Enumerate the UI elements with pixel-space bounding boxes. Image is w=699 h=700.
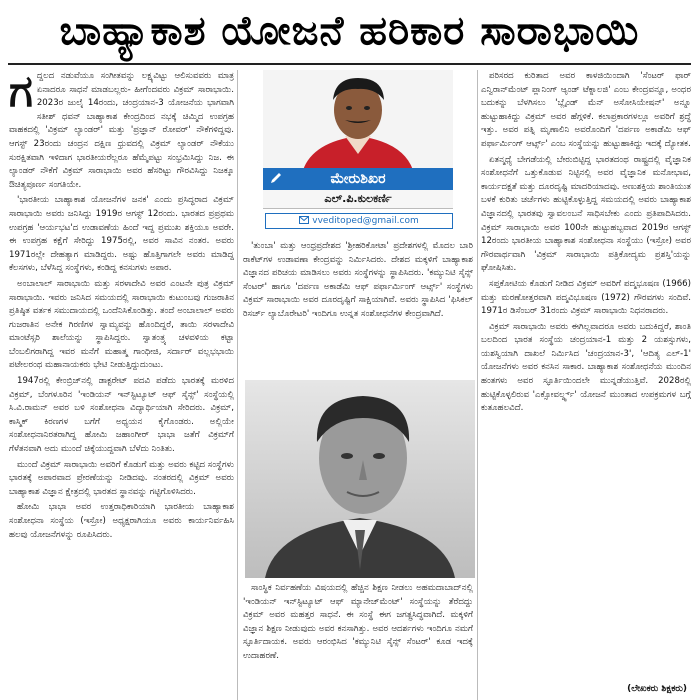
col1-paragraph-1: ಗದ್ದಲದ ನಡುವೆಯೂ ಸಂಗೀತವನ್ನು ಲಕ್ಷ್ಯವಿಟ್ಟು ಆಲಿಸುವವರು ಮಾತ್ರ ಏನಾದರೂ ಸಾಧನೆ ಮಾಡಬಲ್ಲರು- ಹೀಗೆಂದವರು ವಿಕ್ರಮ್ ಸಾರಾಭಾಯಿ. 2023ರ ಜುಲೈ 14ರಂದು, ಚಂದ್ರಯಾನ-3 ಯೋಜನೆಯ ಭಾಗವಾಗಿ ಸತೀಶ್ ಧವನ್ ಬಾಹ್ಯಾಕಾಶ ಕೇಂದ್ರದಿಂದ ನಭಕ್ಕೆ ಚಿಮ್ಮಿದ ಉಪಗ್ರಹ ವಾಹಕದಲ್ಲಿ 'ವಿಕ್ರಮ್ ಲ್ಯಾಂಡರ್' ಮತ್ತು 'ಪ್ರಜ್ಞಾನ್ ರೋವರ್' ನೌಕೆಗಳಿದ್ದವು. ಆಗಸ್ಟ್ 23ರಂದು ಚಂದ್ರನ ದಕ್ಷಿಣ ಧ್ರುವದಲ್ಲಿ ವಿಕ್ರಮ್ ಲ್ಯಾಂಡರ್ ನೌಕೆಯು ಸುರಕ್ಷಿತವಾಗಿ ಇಳಿದಾಗ ಭಾರತೀಯರೆಲ್ಲರೂ ಹೆಮ್ಮೆಪಟ್ಟು ಸಂಭ್ರಮಿಸಿದ್ದು ನಿಜ. ಈ ಲ್ಯಾಂಡರ್ ನೌಕೆಗೆ ವಿಕ್ರಮ್ ಸಾರಾಭಾಯಿ ಅವರ ಹೆಸರಿಟ್ಟು ಗೌರವಿಸಿದ್ದು ನಿಜಕ್ಕೂ ಔಚಿತ್ಯಪೂರ್ಣ ಸಂಗತಿಯೇ. (9, 70, 234, 190)
column-divider-left (237, 70, 238, 700)
author-signoff: (ಲೇಖಕರು ಶಿಕ್ಷಕರು) (627, 684, 687, 694)
article-column-3 (481, 70, 691, 658)
headline-rule (8, 63, 691, 65)
author-portrait (263, 70, 453, 170)
article-headline: ಬಾಹ್ಯಾಕಾಶ ಯೋಜನೆ ಹರಿಕಾರ ಸಾರಾಭಾಯಿ (59, 8, 640, 54)
col1-paragraph-3: ಅಂಬಾಲಾಲ್ ಸಾರಾಭಾಯಿ ಮತ್ತು ಸರಳಾದೇವಿ ಅವರ ಎಂಟನೇ ಪುತ್ರ ವಿಕ್ರಮ್ ಸಾರಾಭಾಯಿ. ಇವರು ಜನಿಸಿದ ಸಮಯದಲ್ಲಿ ಸಾರಾಭಾಯಿ ಕುಟುಂಬವು ಗುಜರಾತಿನ ಪ್ರತಿಷ್ಠಿತ ವರ್ತಕ ಸಮುದಾಯದಲ್ಲಿ ಒಂದೆನಿಸಿಕೊಂಡಿತ್ತು. ತಂದೆ ಅಂಬಾಲಾಲ್ ಅವರು ಗುಜರಾತಿನ ಅನೇಕ ಗಿರಣಿಗಳ ಸ್ವಾಮ್ಯವನ್ನು ಹೊಂದಿದ್ದರೆ, ತಾಯಿ ಸರಳಾದೇವಿ ಮಾಂಟೆಸ್ಸರಿ ಶಾಲೆಯನ್ನು ಸ್ಥಾಪಿಸಿದ್ದರು. ಸ್ವಾತಂತ್ರ್ಯ ಚಳವಳಿಯ ಕಟ್ಟಾ ಬೆಂಬಲಿಗರಾಗಿದ್ದ ಇವರ ಮನೆಗೆ ಮಹಾತ್ಮ ಗಾಂಧೀಜಿ, ಸರ್ದಾರ್ ವಲ್ಲಭಭಾಯಿ ಪಟೇಲರಂಥ ಮಹಾನಾಯಕರು ಭೇಟಿ ನೀಡುತ್ತಿದ್ದುದುಂಟು. (9, 278, 234, 371)
columnist-box (243, 70, 473, 250)
col2-paragraph-2: ಸಾಂಸ್ಥಿಕ ನಿರ್ವಹಣೆಯ ವಿಷಯದಲ್ಲಿ ಹೆಚ್ಚಿನ ಶಿಕ್ಷಣ ನೀಡಲು ಅಹಮದಾಬಾದ್‌ನಲ್ಲಿ 'ಇಂಡಿಯನ್ ಇನ್‌ಸ್ಟಿಟ್ಯೂಟ್ ಆಫ್ ಮ್ಯಾನೇಜ್‌ಮೆಂಟ್' ಸಂಸ್ಥೆಯನ್ನು ತೆರೆದದ್ದು ವಿಕ್ರಮ್ ಅವರ ಮಹತ್ತರ ಸಾಧನೆ. ಈ ಸಂಸ್ಥೆ ಈಗ ಜಗತ್ಪ್ರಸಿದ್ಧವಾಗಿದೆ. ಮಕ್ಕಳಿಗೆ ವಿಜ್ಞಾನ ಶಿಕ್ಷಣ ನೀಡುವುದು ಅವರ ಕನಸಾಗಿತ್ತು. ಅವರ ಆದರ್ಶಗಳು ಇಂದಿಗೂ ನಮಗೆ ಸ್ಫೂರ್ತಿದಾಯಕ. ಅವರು ಆರಂಭಿಸಿದ 'ಕಮ್ಯುನಿಟಿ ಸೈನ್ಸ್ ಸೆಂಟರ್' ಕೂಡ ಇದಕ್ಕೆ ಉದಾಹರಣೆ. (243, 583, 473, 661)
col3-paragraph-4: ವಿಕ್ರಮ್ ಸಾರಾಭಾಯಿ ಅವರು ಈಗಿಲ್ಲವಾದರೂ ಅವರು ಬದುಕಿದ್ದರೆ, ಶಾಂತಿ ಬಲದಿಂದ ಭಾರತ ಸಂಸ್ಥೆಯ ಚಂದ್ರಯಾನ-1 ಮತ್ತು 2 ಯಶಸ್ಸುಗಳು, ಯಶಸ್ವಿಯಾಗಿ ದಾಖಲೆ ನಿರ್ಮಿಸಿದ 'ಚಂದ್ರಯಾನ-3', 'ಆದಿತ್ಯ ಎಲ್-1' ಯೋಜನೆಗಳು ಅವರ ಕನಸಿನ ಸಾಕಾರ. ಬಾಹ್ಯಾಕಾಶ ಸಂಶೋಧನೆಯ ಮುಂದಿನ ಹಂತಗಳು ಅವರ ಸ್ಫೂರ್ತಿಯಿಂದಲೇ ಮುನ್ನಡೆಯುತ್ತಿವೆ. 2028ರಲ್ಲಿ ಹುಟ್ಟಿಕೊಳ್ಳಲಿರುವ 'ಎಕ್ಸೋವರ್ಲ್ಡ್ಸ್' ಯೋಜನೆ ಮುಂತಾದ ಉಪಕ್ರಮಗಳ ಬಗ್ಗೆ ಕುತೂಹಲವಿದೆ. (481, 321, 691, 414)
col3-paragraph-2: ಏತನ್ಮಧ್ಯೆ ಬೇಗಡೆಯಲ್ಲಿ ಬೇರುಬಿಟ್ಟಿದ್ದ ಭಾರತದಂಥ ರಾಷ್ಟ್ರದಲ್ಲಿ ವೈಜ್ಞಾನಿಕ ಸಂಶೋಧನೆಗೆ ಒತ್ತುಕೊಡುವ ನಿಟ್ಟಿನಲ್ಲಿ ಅವರ ವೈಜ್ಞಾನಿಕ ಮನೋಭಾವ, ಕಾರ್ಯದಕ್ಷತೆ ಮತ್ತು ದೂರದೃಷ್ಟಿ ಮಾದರಿಯಾದವು. ಅಣುಶಕ್ತಿಯ ಶಾಂತಿಯುತ ಬಳಕೆ ಕುರಿತು ಚರ್ಚೆಗಳು ಹುಟ್ಟಿಕೊಳ್ಳುತ್ತಿದ್ದ ಸಮಯದಲ್ಲಿ ಅವರು ಬಾಹ್ಯಾಕಾಶ ವಿಜ್ಞಾನದಲ್ಲಿ ಭಾರತವು ಸ್ವಾವಲಂಬನೆ ಸಾಧಿಸಬೇಕು ಎಂದು ಪ್ರತಿಪಾದಿಸಿದರು. ವಿಕ್ರಮ್ ಸಾರಾಭಾಯಿ ಅವರ 100ನೇ ಹುಟ್ಟುಹಬ್ಬವಾದ 2019ರ ಆಗಸ್ಟ್ 12ರಂದು ಭಾರತೀಯ ಬಾಹ್ಯಾಕಾಶ ಸಂಶೋಧನಾ ಸಂಸ್ಥೆಯು (ಇಸ್ರೋ) ಅವರ ಗೌರವಾರ್ಥವಾಗಿ 'ವಿಕ್ರಮ್ ಸಾರಾಭಾಯಿ ಪತ್ರಿಕೋದ್ಯಮ ಪ್ರಶಸ್ತಿ'ಯನ್ನು ಘೋಷಿಸಿತು. (481, 154, 691, 274)
col1-paragraph-4: 1947ರಲ್ಲಿ ಕೇಂಬ್ರಿಜ್‌ನಲ್ಲಿ ಡಾಕ್ಟರೇಟ್ ಪದವಿ ಪಡೆದು ಭಾರತಕ್ಕೆ ಮರಳಿದ ವಿಕ್ರಮ್, ಬೆಂಗಳೂರಿನ 'ಇಂಡಿಯನ್ ಇನ್‌ಸ್ಟಿಟ್ಯೂಟ್ ಆಫ್ ಸೈನ್ಸ್' ಸಂಸ್ಥೆಯಲ್ಲಿ ಸಿ.ವಿ.ರಾಮನ್ ಅವರ ಬಳಿ ಸಂಶೋಧನಾ ವಿದ್ಯಾರ್ಥಿಯಾಗಿ ಸೇರಿದರು. ವಿಕ್ರಮ್, ಕಾಸ್ಮಿಕ್ ಕಿರಣಗಳ ಬಗೆಗೆ ಅಧ್ಯಯನ ಕೈಗೊಂಡರು. ಅಲ್ಲಿಯೇ ಸಂಶೋಧನಾನಿರತರಾಗಿದ್ದ ಹೋಮಿ ಜಹಾಂಗೀರ್ ಭಾಭಾ ಜತೆಗೆ ವಿಕ್ರಮ್‌ಗೆ ಗೆಳೆತನವಾಗಿ ಅದು ಮುಂದೆ ಚಿಕ್ಕೆಯುದ್ದವಾಗಿ ಬೆಳೆದು ನಿಂತಿತು. (9, 376, 234, 455)
author-email-text: vveditoped@gmail.com (312, 216, 419, 226)
column-divider-right (477, 70, 478, 700)
article-column-2-upper (243, 240, 473, 380)
column-banner-title: ಮೇರುಶಿಖರ (330, 171, 386, 187)
col3-paragraph-1: ಪರಿಸರದ ಕುರಿತಾದ ಅವರ ಕಾಳಜಿಯಿಂದಾಗಿ 'ಸೆಂಟರ್ ಫಾರ್ ಎನ್ವಿರಾನ್‌ಮೆಂಟ್ ಪ್ಲಾನಿಂಗ್ ಆ್ಯಂಡ್ ಟೆಕ್ನಾಲಜಿ' ಎಂಬ ಕೇಂದ್ರವನ್ನೂ, ಅಂಧರ ಬದುಕನ್ನು ಬೆಳಗಿಸಲು 'ಬ್ಲೈಂಡ್ ಮೆನ್ ಅಸೋಸಿಯೇಷನ್' ಅನ್ನೂ ಹುಟ್ಟುಹಾಕಿದ್ದು ವಿಕ್ರಮ್ ಅವರ ಹೆಗ್ಗಳಿಕೆ. ಕಲಾಪ್ರಕಾರಗಳಲ್ಲೂ ಅವರಿಗೆ ಶ್ರದ್ಧೆ ಇತ್ತು. ಅವರ ಪತ್ನಿ ಮೃಣಾಲಿನಿ ಅವರೊಂದಿಗೆ 'ದರ್ಪಣ ಅಕಾಡೆಮಿ ಆಫ್ ಪರ್ಫಾರ್ಮಿಂಗ್ ಆರ್ಟ್ಸ್' ಎಂಬ ಸಂಸ್ಥೆಯನ್ನು ಹುಟ್ಟುಹಾಕಿದ್ದು ಇದಕ್ಕೆ ದ್ಯೋತಕ. (481, 71, 691, 149)
mail-icon (299, 216, 309, 227)
subject-photo-image (245, 380, 475, 578)
col2-paragraph-1: 'ತುಂಬಾ' ಮತ್ತು ಆಂಧ್ರಪ್ರದೇಶದ 'ಶ್ರೀಹರಿಕೋಟಾ' ಪ್ರದೇಶಗಳಲ್ಲಿ ಮೊದಲ ಬಾರಿ ರಾಕೆಟ್‌ಗಳ ಉಡಾವಣಾ ಕೇಂದ್ರವನ್ನು ನಿರ್ಮಿಸಿದರು. ದೇಶದ ಮಕ್ಕಳಿಗೆ ಬಾಹ್ಯಾಕಾಶ ವಿಜ್ಞಾನದ ಪರಿಚಯ ಮಾಡಿಸಲು ಅವರು ಸಂಸ್ಥೆಗಳನ್ನು ಸ್ಥಾಪಿಸಿದರು. 'ಕಮ್ಯುನಿಟಿ ಸೈನ್ಸ್ ಸೆಂಟರ್' ಹಾಗೂ 'ದರ್ಪಣ ಅಕಾಡೆಮಿ ಆಫ್ ಪರ್ಫಾರ್ಮಿಂಗ್ ಆರ್ಟ್ಸ್' ಸಂಸ್ಥೆಗಳು ವಿಕ್ರಮ್ ಸಾರಾಭಾಯಿ ಅವರ ದೂರದೃಷ್ಟಿಗೆ ಸಾಕ್ಷಿಯಾಗಿವೆ. ಅವರು ಸ್ಥಾಪಿಸಿದ 'ಫಿಸಿಕಲ್ ರಿಸರ್ಚ್ ಲ್ಯಾಬೊರೇಟರಿ' ಇಂದಿಗೂ ಉನ್ನತ ಸಂಶೋಧನೆಗಳ ಕೇಂದ್ರವಾಗಿದೆ. (243, 241, 473, 319)
col1-paragraph-5: ಮುಂದೆ ವಿಕ್ರಮ್ ಸಾರಾಭಾಯಿ ಅವರಿಗೆ ಕೊಡುಗೆ ಮತ್ತು ಅವರು ಕಟ್ಟಿದ ಸಂಸ್ಥೆಗಳು ಭಾರತಕ್ಕೆ ಅಪಾರವಾದ ಪ್ರೇರಣೆಯನ್ನು ನೀಡಿದವು. ನಂತರದಲ್ಲಿ ವಿಕ್ರಮ್ ಅವರು ಬಾಹ್ಯಾಕಾಶ ವಿಜ್ಞಾನ ಕ್ಷೇತ್ರದಲ್ಲಿ ಭಾರತದ ಸ್ಥಾನವನ್ನು ಗಟ್ಟಿಗೊಳಿಸಿದರು. (9, 459, 234, 497)
author-byline: ಎಲ್.ಪಿ.ಕುಲಕರ್ಣಿ (263, 190, 453, 209)
col3-paragraph-3: ಸಪ್ತಕೋಟಿಯ ಕೊಡುಗೆ ನೀಡಿದ ವಿಕ್ರಮ್ ಅವರಿಗೆ ಪದ್ಮಭೂಷಣ (1966) ಮತ್ತು ಮರಣೋತ್ತರವಾಗಿ ಪದ್ಮವಿಭೂಷಣ (1972) ಗೌರವಗಳು ಸಂದಿವೆ. 1971ರ ಡಿಸೆಂಬರ್ 31ರಂದು ವಿಕ್ರಮ್ ಸಾರಾಭಾಯಿ ನಿಧನರಾದರು. (481, 278, 691, 317)
col1-paragraph-2: 'ಭಾರತೀಯ ಬಾಹ್ಯಾಕಾಶ ಯೋಜನೆಗಳ ಜನಕ' ಎಂದು ಪ್ರಸಿದ್ಧರಾದ ವಿಕ್ರಮ್ ಸಾರಾಭಾಯಿ ಅವರು ಜನಿಸಿದ್ದು 1919ರ ಆಗಸ್ಟ್ 12ರಂದು. ಭಾರತದ ಪ್ರಪ್ರಥಮ ಉಪಗ್ರಹ 'ಆರ್ಯಭಟ'ದ ಉಡಾವಣೆಯ ಹಿಂದೆ ಇದ್ದ ಪ್ರಮುಖ ಶಕ್ತಿಯೂ ಅವರೇ. ಈ ಉಪಗ್ರಹ ಕಕ್ಷೆಗೆ ಸೇರಿದ್ದು 1975ರಲ್ಲಿ, ಅವರ ಸಾವಿನ ನಂತರ. ಅವರು 1971ರಲ್ಲೇ ದೇಹತ್ಯಾಗ ಮಾಡಿದ್ದರು. ಅಷ್ಟು ಹೊತ್ತಿಗಾಗಲೇ ಅವರು ಮಾಡಿದ್ದ ಕೆಲಸಗಳು, ಬೆಳೆಸಿದ್ದ ಸಂಸ್ಥೆಗಳು, ಕಂಡಿದ್ದ ಕನಸುಗಳು ಅಪಾರ. (9, 195, 234, 274)
col1-paragraph-6: ಹೋಮಿ ಭಾಭಾ ಅವರ ಉತ್ತರಾಧಿಕಾರಿಯಾಗಿ ಭಾರತೀಯ ಬಾಹ್ಯಾಕಾಶ ಸಂಶೋಧನಾ ಸಂಸ್ಥೆಯ (ಇಸ್ರೋ) ಅಧ್ಯಕ್ಷರಾಗಿಯೂ ಅವರು ಕಾರ್ಯನಿರ್ವಹಿಸಿ ಹಲವು ಯೋಜನೆಗಳನ್ನು ರೂಪಿಸಿದರು. (9, 502, 234, 540)
article-column-1 (9, 70, 234, 700)
author-portrait-image (263, 70, 453, 170)
article-column-2-lower (243, 582, 473, 700)
column-banner (263, 168, 453, 190)
author-email (265, 213, 453, 229)
drop-cap: ಗ (9, 70, 33, 117)
subject-photo (245, 380, 475, 578)
pen-icon (269, 171, 283, 189)
